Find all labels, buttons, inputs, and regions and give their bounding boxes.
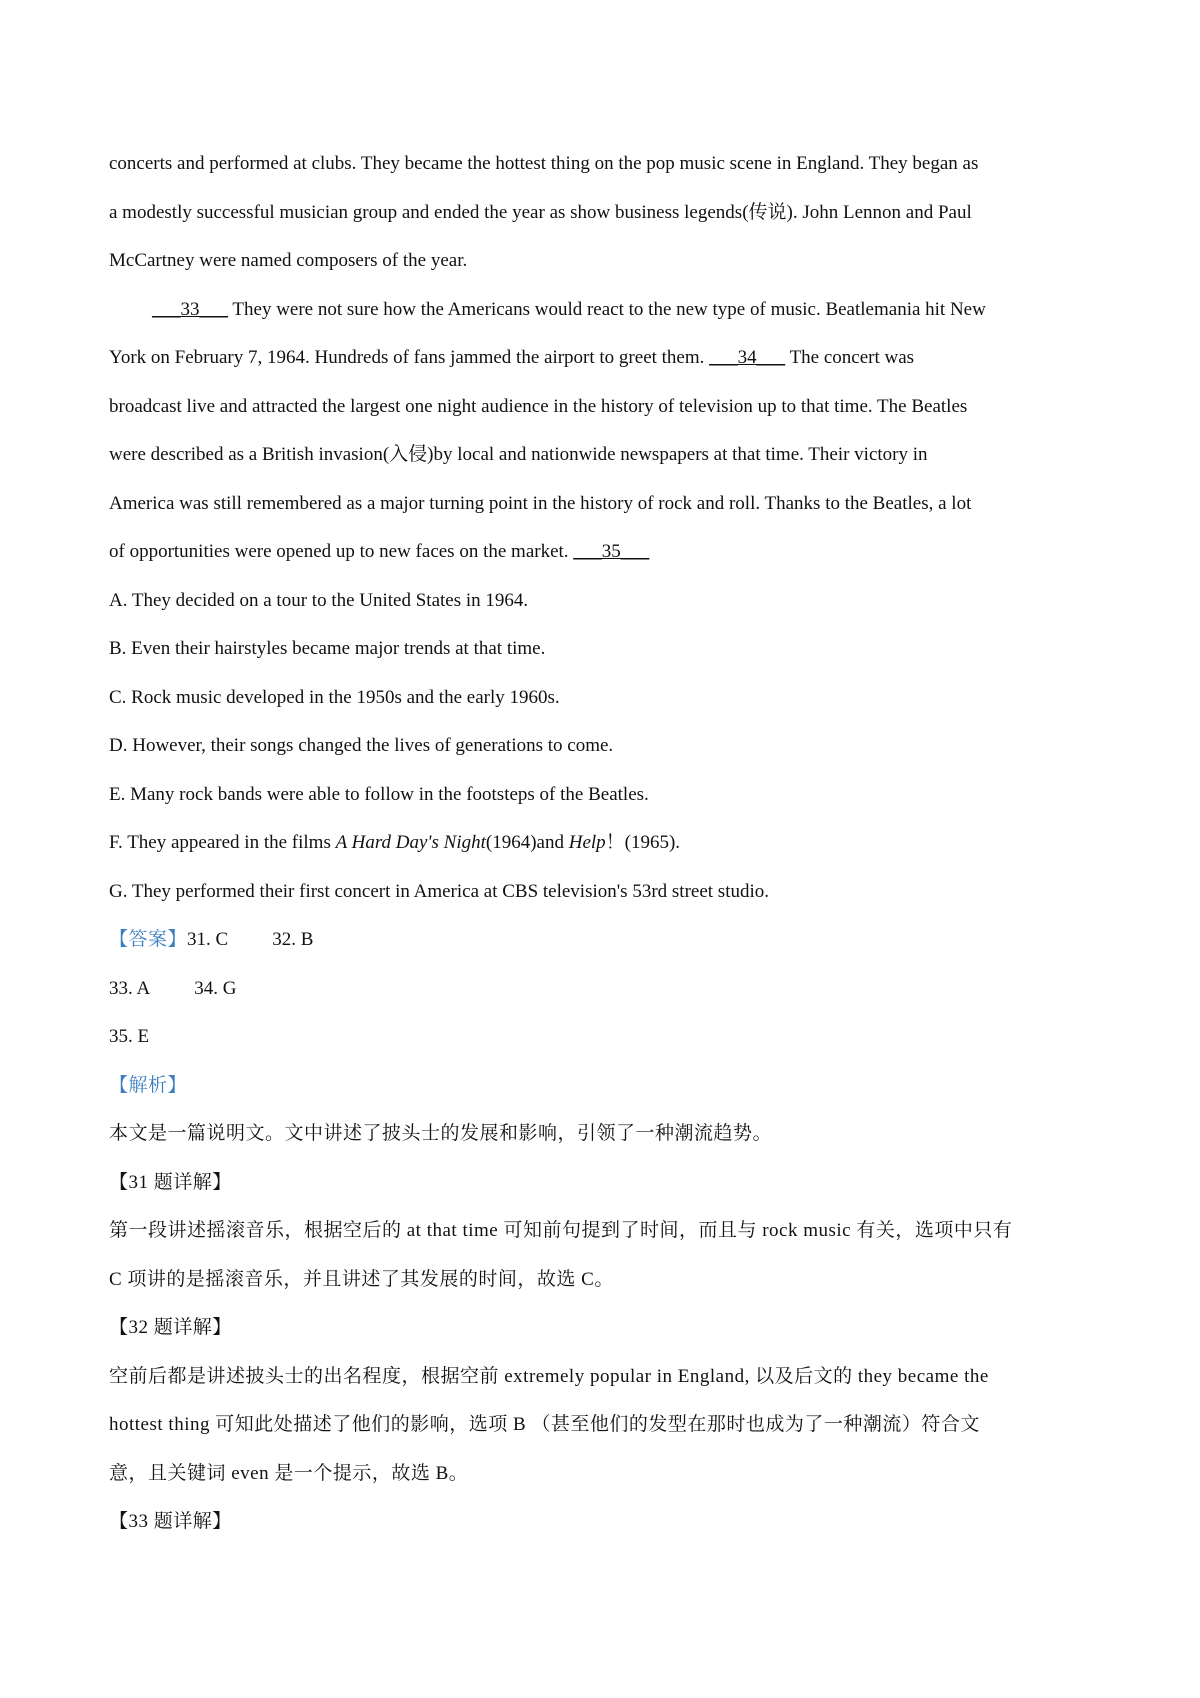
text-line: a modestly successful musician group and ended the year as show business legends(传说). John Lennon and Paul — [109, 201, 972, 223]
answer-row-2 — [109, 965, 1105, 1014]
document-page — [109, 140, 1105, 1547]
option-d: D. However, their songs changed the lives of generations to come. — [109, 735, 614, 756]
passage-paragraph-2 — [109, 286, 1105, 577]
text-segment: York on February 7, 1964. Hundreds of fans jammed the airport to greet them. — [109, 347, 710, 368]
blank-33: ___33___ — [152, 298, 228, 320]
answer-label: 【答案】 — [109, 929, 188, 950]
answer-31: 31. C — [187, 929, 229, 950]
option-f-text: F. They appeared in the films — [109, 832, 336, 853]
film-title: A Hard Day's Night — [335, 832, 486, 853]
text-line: C 项讲的是摇滚音乐，并且讲述了其发展的时间，故选 C。 — [109, 1268, 614, 1290]
q33-heading: 【33 题详解】 — [109, 1511, 232, 1532]
answer-35: 35. E — [109, 1026, 150, 1047]
text-segment: They were not sure how the Americans would react to the new type of music. Beatlemania hit New — [228, 298, 986, 320]
film-title: Help — [568, 832, 606, 853]
option-f-text: (1964)and — [485, 832, 569, 853]
analysis-summary: 本文是一篇说明文。文中讲述了披头士的发展和影响，引领了一种潮流趋势。 — [109, 1123, 773, 1144]
text-segment: The concert was — [785, 347, 915, 368]
option-g: G. They performed their first concert in America at CBS television's 53rd street studio. — [109, 880, 769, 902]
text-segment: of opportunities were opened up to new faces on the market. — [109, 541, 574, 562]
text-line: hottest thing 可知此处描述了他们的影响，选项 B （甚至他们的发型在那时也成为了一种潮流）符合文 — [109, 1414, 980, 1435]
text-line: concerts and performed at clubs. They became the hottest thing on the pop music scene in England. They began as — [109, 153, 979, 174]
option-a: A. They decided on a tour to the United States in 1964. — [109, 589, 529, 611]
q32-explanation — [109, 1353, 1105, 1499]
text-line: 意，且关键词 even 是一个提示，故选 B。 — [109, 1462, 469, 1484]
q31-explanation — [109, 1207, 1105, 1304]
answer-row-1 — [109, 916, 1105, 965]
answer-33: 33. A — [109, 977, 151, 999]
option-b: B. Even their hairstyles became major trends at that time. — [109, 638, 546, 659]
option-f — [109, 819, 1105, 868]
option-e: E. Many rock bands were able to follow in the footsteps of the Beatles. — [109, 783, 649, 805]
text-line: 第一段讲述摇滚音乐，根据空后的 at that time 可知前句提到了时间，而且与 rock music 有关，选项中只有 — [109, 1220, 1013, 1241]
analysis-label: 【解析】 — [109, 1074, 188, 1096]
answer-row-3 — [109, 1013, 1105, 1062]
text-segment: America was still remembered as a major turning point in the history of rock and roll. Thanks to the Beatles, a lot — [109, 492, 972, 514]
q31-heading: 【31 题详解】 — [109, 1171, 232, 1193]
answer-34: 34. G — [194, 977, 237, 999]
blank-35: ___35___ — [573, 541, 650, 562]
text-segment: broadcast live and attracted the largest one night audience in the history of television up to that time. The Beatles — [109, 395, 968, 417]
option-c: C. Rock music developed in the 1950s and the early 1960s. — [109, 686, 560, 708]
text-segment: were described as a British invasion(入侵)by local and nationwide newspapers at that time. Their victory in — [109, 444, 928, 465]
passage-paragraph-1 — [109, 140, 1105, 286]
option-f-text: ！(1965). — [605, 832, 681, 853]
blank-34: ___34___ — [709, 347, 786, 368]
text-line: McCartney were named composers of the year. — [109, 250, 468, 271]
text-line: 空前后都是讲述披头士的出名程度，根据空前 extremely popular in England, 以及后文的 they became the — [109, 1365, 989, 1387]
answer-32: 32. B — [272, 929, 314, 950]
q32-heading: 【32 题详解】 — [109, 1317, 232, 1338]
